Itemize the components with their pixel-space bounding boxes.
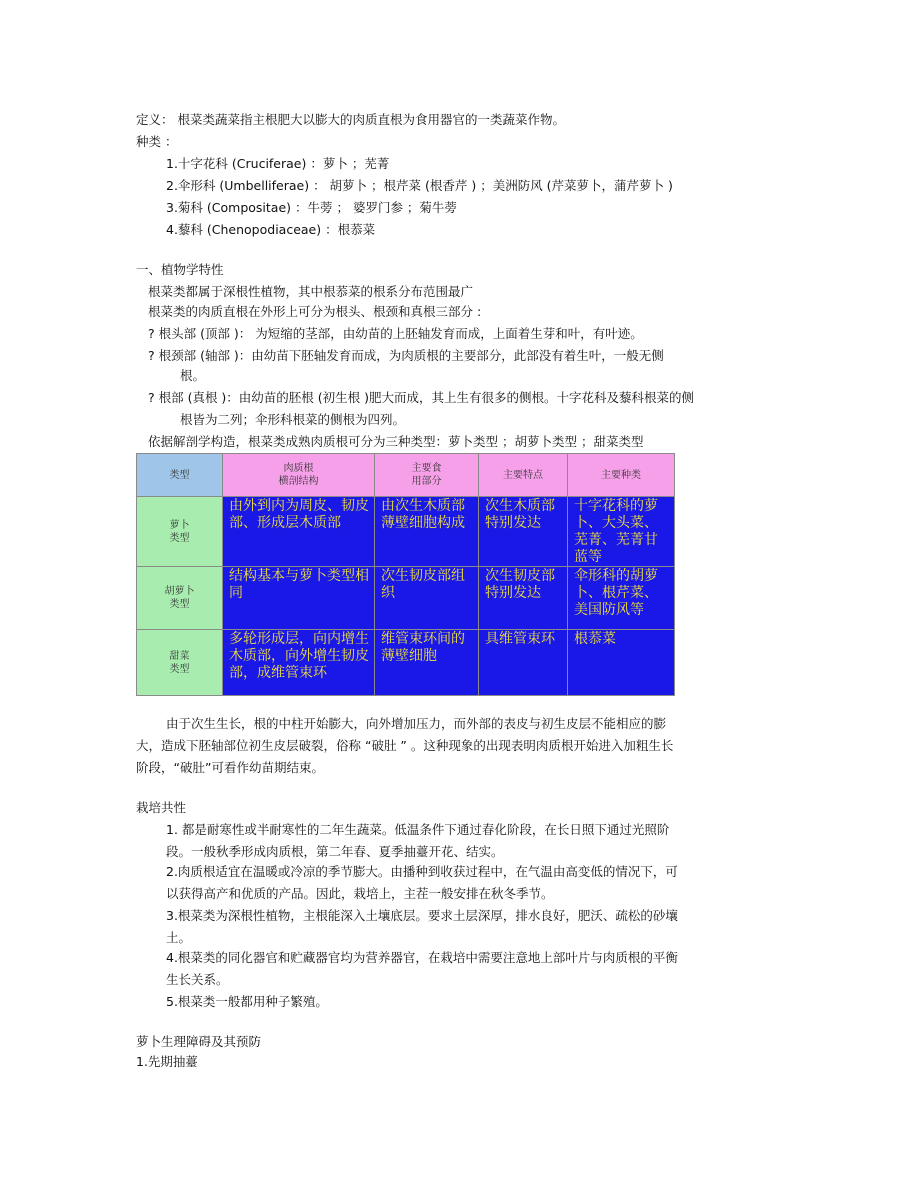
kinds-label: 种类 ：	[136, 134, 178, 149]
kind-item: 3.菊科 (Compositae) ：牛蒡 ； 婆罗门参 ；菊牛蒡	[166, 200, 457, 215]
row-type: 甜菜 类型	[137, 630, 223, 696]
row-type: 萝卜 类型	[137, 497, 223, 567]
root-types-table	[136, 453, 675, 696]
root-neck-bullet: ? 根颈部 (轴部 )：由幼苗下胚轴发育而成，为肉质根的主要部分，此部没有着生叶，一般无侧	[148, 348, 664, 363]
cultivation-heading: 栽培共性	[136, 800, 187, 815]
row-species: 伞形科的胡萝卜、根芹菜、美国防风等	[568, 567, 675, 630]
row-edible: 维管束环间的薄壁细胞	[375, 630, 479, 696]
pod-paragraph: 由于次生生长，根的中柱开始膨大，向外增加压力，而外部的表皮与初生皮层不能相应的膨	[166, 716, 667, 731]
row-feature: 次生木质部特别发达	[479, 497, 568, 567]
disorders-subheading: 1.先期抽薹	[136, 1054, 198, 1069]
table-row	[137, 567, 675, 630]
pod-paragraph: 阶段，“破肚”可看作幼苗期结束。	[136, 760, 324, 775]
table-row	[137, 630, 675, 696]
header-edible: 主要食 用部分	[375, 454, 479, 497]
cultivation-item: 以获得高产和优质的产品。因此，栽培上，主茬一般安排在秋冬季节。	[166, 886, 554, 901]
kind-item: 1.十字花科 (Cruciferae) ：萝卜 ；芜菁	[166, 156, 390, 171]
kind-item: 4.藜科 (Chenopodiaceae) ：根菾菜	[166, 222, 376, 237]
cultivation-item: 2.肉质根适宜在温暖或冷凉的季节膨大。由播种到收获过程中，在气温由高变低的情况下，可	[166, 864, 678, 879]
table-header-row	[137, 454, 675, 497]
kind-item: 2.伞形科 (Umbelliferae) ： 胡萝卜 ；根芹菜 (根香芹 ) ；美洲防风 (芹菜萝卜，蒲芹萝卜 )	[166, 178, 673, 193]
definition-line: 定义： 根菜类蔬菜指主根肥大以膨大的肉质直根为食用器官的一类蔬菜作物。	[136, 112, 565, 127]
botany-paragraph: 根菜类都属于深根性植物，其中根菾菜的根系分布范围最广	[148, 284, 474, 299]
row-species: 十字花科的萝卜、大头菜、芜菁、芜菁甘蓝等	[568, 497, 675, 567]
header-species: 主要种类	[568, 454, 675, 497]
row-structure: 由外到内为周皮、韧皮部、形成层木质部	[223, 497, 375, 567]
table-row	[137, 497, 675, 567]
true-root-bullet: ? 根部 (真根 )：由幼苗的胚根 (初生根 )肥大而成，其上生有很多的侧根。十字花科及藜科根菜的侧	[148, 390, 695, 405]
root-head-bullet: ? 根头部 (顶部 )： 为短缩的茎部，由幼苗的上胚轴发育而成，上面着生芽和叶，有叶迹。	[148, 326, 643, 341]
pod-paragraph: 大，造成下胚轴部位初生皮层破裂，俗称 “破肚 ” 。这种现象的出现表明肉质根开始进入加粗生长	[136, 738, 674, 753]
botany-paragraph: 根菜类的肉质直根在外形上可分为根头、根颈和真根三部分 :	[148, 304, 482, 319]
row-structure: 结构基本与萝卜类型相同	[223, 567, 375, 630]
row-type: 胡萝卜 类型	[137, 567, 223, 630]
header-feature: 主要特点	[479, 454, 568, 497]
botany-heading: 一、植物学特性	[136, 262, 224, 277]
cultivation-item: 生长关系。	[166, 972, 229, 987]
cultivation-item: 3.根菜类为深根性植物，主根能深入土壤底层。要求土层深厚，排水良好，肥沃、疏松的砂壤	[166, 908, 678, 923]
header-type: 类型	[137, 454, 223, 497]
true-root-bullet-cont: 根皆为二列；伞形科根菜的侧根为四列。	[180, 412, 406, 427]
cultivation-item: 4.根菜类的同化器官和贮藏器官均为营养器官，在栽培中需要注意地上部叶片与肉质根的平衡	[166, 950, 678, 965]
cultivation-item: 1. 都是耐寒性或半耐寒性的二年生蔬菜。低温条件下通过春化阶段，在长日照下通过光照阶	[166, 822, 670, 837]
row-edible: 次生韧皮部组织	[375, 567, 479, 630]
cultivation-item: 段。一般秋季形成肉质根，第二年春、夏季抽薹开花、结实。	[166, 844, 504, 859]
cultivation-item: 土。	[166, 930, 192, 945]
row-edible: 由次生木质部薄壁细胞构成	[375, 497, 479, 567]
types-paragraph: 依据解剖学构造，根菜类成熟肉质根可分为三种类型：萝卜类型 ；胡萝卜类型 ；甜菜类型	[148, 434, 644, 449]
cultivation-item: 5.根菜类一般都用种子繁殖。	[166, 994, 328, 1009]
row-feature: 次生韧皮部特别发达	[479, 567, 568, 630]
row-feature: 具维管束环	[479, 630, 568, 696]
disorders-heading: 萝卜生理障碍及其预防	[136, 1034, 262, 1049]
header-structure: 肉质根 横剖结构	[223, 454, 375, 497]
root-neck-bullet-cont: 根。	[180, 368, 206, 383]
row-species: 根菾菜	[568, 630, 675, 696]
row-structure: 多轮形成层，向内增生木质部，向外增生韧皮部，成维管束环	[223, 630, 375, 696]
